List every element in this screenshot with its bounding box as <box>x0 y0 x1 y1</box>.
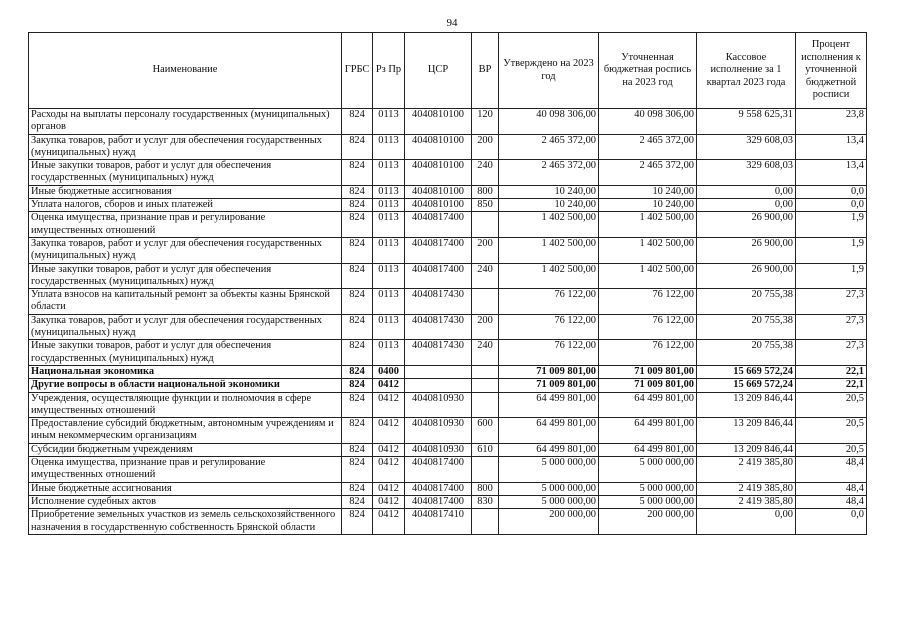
cash-cell: 13 209 846,44 <box>697 392 796 418</box>
vr-cell <box>472 392 499 418</box>
rzpr-cell: 0412 <box>373 443 405 456</box>
refined-cell: 2 465 372,00 <box>599 134 697 160</box>
grbs-cell: 824 <box>342 160 373 186</box>
grbs-cell: 824 <box>342 109 373 135</box>
rzpr-cell: 0400 <box>373 365 405 378</box>
vr-cell: 120 <box>472 109 499 135</box>
table-row <box>29 134 867 160</box>
csr-cell: 4040817400 <box>405 482 472 495</box>
cash-cell: 15 669 572,24 <box>697 379 796 392</box>
table-row <box>29 185 867 198</box>
rzpr-cell: 0113 <box>373 340 405 366</box>
cash-cell: 0,00 <box>697 185 796 198</box>
name-cell: Уплата взносов на капитальный ремонт за объекты казны Брянской области <box>29 289 342 315</box>
percent-cell: 20,5 <box>796 392 867 418</box>
approved-cell: 71 009 801,00 <box>499 379 599 392</box>
table-row <box>29 237 867 263</box>
table-row <box>29 160 867 186</box>
grbs-cell: 824 <box>342 509 373 535</box>
refined-cell: 1 402 500,00 <box>599 237 697 263</box>
header-grbs: ГРБС <box>342 33 373 109</box>
vr-cell <box>472 212 499 238</box>
name-cell: Предоставление субсидий бюджетным, автономным учреждениям и иным некоммерческим организациям <box>29 418 342 444</box>
rzpr-cell: 0113 <box>373 212 405 238</box>
approved-cell: 2 465 372,00 <box>499 134 599 160</box>
approved-cell: 2 465 372,00 <box>499 160 599 186</box>
table-row <box>29 365 867 378</box>
percent-cell: 1,9 <box>796 263 867 289</box>
approved-cell: 5 000 000,00 <box>499 457 599 483</box>
percent-cell: 48,4 <box>796 482 867 495</box>
refined-cell: 5 000 000,00 <box>599 457 697 483</box>
refined-cell: 64 499 801,00 <box>599 443 697 456</box>
cash-cell: 329 608,03 <box>697 160 796 186</box>
table-row <box>29 314 867 340</box>
percent-cell: 20,5 <box>796 418 867 444</box>
percent-cell: 23,8 <box>796 109 867 135</box>
name-cell: Другие вопросы в области национальной экономики <box>29 379 342 392</box>
refined-cell: 71 009 801,00 <box>599 379 697 392</box>
vr-cell <box>472 457 499 483</box>
vr-cell: 800 <box>472 482 499 495</box>
name-cell: Иные закупки товаров, работ и услуг для обеспечения государственных (муниципальных) нужд <box>29 263 342 289</box>
rzpr-cell: 0412 <box>373 379 405 392</box>
rzpr-cell: 0113 <box>373 314 405 340</box>
approved-cell: 40 098 306,00 <box>499 109 599 135</box>
csr-cell: 4040810930 <box>405 392 472 418</box>
table-row <box>29 289 867 315</box>
grbs-cell: 824 <box>342 365 373 378</box>
grbs-cell: 824 <box>342 289 373 315</box>
approved-cell: 200 000,00 <box>499 509 599 535</box>
percent-cell: 13,4 <box>796 160 867 186</box>
vr-cell: 200 <box>472 134 499 160</box>
table-row <box>29 263 867 289</box>
refined-cell: 1 402 500,00 <box>599 263 697 289</box>
cash-cell: 20 755,38 <box>697 289 796 315</box>
vr-cell: 200 <box>472 237 499 263</box>
table-row <box>29 509 867 535</box>
grbs-cell: 824 <box>342 185 373 198</box>
percent-cell: 22,1 <box>796 365 867 378</box>
name-cell: Иные закупки товаров, работ и услуг для обеспечения государственных (муниципальных) нужд <box>29 160 342 186</box>
percent-cell: 1,9 <box>796 212 867 238</box>
budget-execution-table <box>28 32 867 535</box>
name-cell: Субсидии бюджетным учреждениям <box>29 443 342 456</box>
refined-cell: 64 499 801,00 <box>599 392 697 418</box>
refined-cell: 71 009 801,00 <box>599 365 697 378</box>
table-row <box>29 495 867 508</box>
approved-cell: 64 499 801,00 <box>499 443 599 456</box>
percent-cell: 27,3 <box>796 340 867 366</box>
percent-cell: 27,3 <box>796 314 867 340</box>
vr-cell: 240 <box>472 340 499 366</box>
percent-cell: 48,4 <box>796 495 867 508</box>
csr-cell: 4040810930 <box>405 443 472 456</box>
csr-cell: 4040810100 <box>405 134 472 160</box>
name-cell: Национальная экономика <box>29 365 342 378</box>
rzpr-cell: 0412 <box>373 418 405 444</box>
name-cell: Закупка товаров, работ и услуг для обеспечения государственных (муниципальных) нужд <box>29 314 342 340</box>
cash-cell: 329 608,03 <box>697 134 796 160</box>
cash-cell: 26 900,00 <box>697 263 796 289</box>
refined-cell: 76 122,00 <box>599 314 697 340</box>
grbs-cell: 824 <box>342 212 373 238</box>
refined-cell: 64 499 801,00 <box>599 418 697 444</box>
rzpr-cell: 0412 <box>373 392 405 418</box>
approved-cell: 64 499 801,00 <box>499 392 599 418</box>
rzpr-cell: 0412 <box>373 482 405 495</box>
rzpr-cell: 0412 <box>373 495 405 508</box>
csr-cell: 4040817430 <box>405 340 472 366</box>
name-cell: Иные бюджетные ассигнования <box>29 185 342 198</box>
rzpr-cell: 0113 <box>373 237 405 263</box>
approved-cell: 10 240,00 <box>499 199 599 212</box>
header-csr: ЦСР <box>405 33 472 109</box>
table-row <box>29 379 867 392</box>
page-number: 94 <box>446 17 458 29</box>
rzpr-cell: 0113 <box>373 134 405 160</box>
cash-cell: 9 558 625,31 <box>697 109 796 135</box>
approved-cell: 76 122,00 <box>499 289 599 315</box>
vr-cell <box>472 509 499 535</box>
approved-cell: 1 402 500,00 <box>499 263 599 289</box>
csr-cell: 4040817410 <box>405 509 472 535</box>
percent-cell: 20,5 <box>796 443 867 456</box>
approved-cell: 71 009 801,00 <box>499 365 599 378</box>
grbs-cell: 824 <box>342 237 373 263</box>
cash-cell: 26 900,00 <box>697 237 796 263</box>
vr-cell: 200 <box>472 314 499 340</box>
vr-cell <box>472 365 499 378</box>
vr-cell: 800 <box>472 185 499 198</box>
table-row <box>29 482 867 495</box>
name-cell: Исполнение судебных актов <box>29 495 342 508</box>
vr-cell <box>472 289 499 315</box>
name-cell: Расходы на выплаты персоналу государственных (муниципальных) органов <box>29 109 342 135</box>
name-cell: Закупка товаров, работ и услуг для обеспечения государственных (муниципальных) нужд <box>29 237 342 263</box>
name-cell: Иные бюджетные ассигнования <box>29 482 342 495</box>
csr-cell: 4040817400 <box>405 212 472 238</box>
name-cell: Иные закупки товаров, работ и услуг для обеспечения государственных (муниципальных) нужд <box>29 340 342 366</box>
grbs-cell: 824 <box>342 495 373 508</box>
vr-cell <box>472 379 499 392</box>
header-cash: Кассовое исполнение за 1 квартал 2023 года <box>697 33 796 109</box>
percent-cell: 22,1 <box>796 379 867 392</box>
rzpr-cell: 0412 <box>373 509 405 535</box>
cash-cell: 15 669 572,24 <box>697 365 796 378</box>
header-approved: Утверждено на 2023 год <box>499 33 599 109</box>
csr-cell <box>405 379 472 392</box>
rzpr-cell: 0113 <box>373 185 405 198</box>
table-row <box>29 109 867 135</box>
csr-cell: 4040810100 <box>405 160 472 186</box>
percent-cell: 0,0 <box>796 185 867 198</box>
csr-cell: 4040817430 <box>405 289 472 315</box>
vr-cell: 850 <box>472 199 499 212</box>
csr-cell: 4040810100 <box>405 199 472 212</box>
grbs-cell: 824 <box>342 340 373 366</box>
approved-cell: 76 122,00 <box>499 314 599 340</box>
name-cell: Закупка товаров, работ и услуг для обеспечения государственных (муниципальных) нужд <box>29 134 342 160</box>
vr-cell: 240 <box>472 160 499 186</box>
cash-cell: 26 900,00 <box>697 212 796 238</box>
table-row <box>29 418 867 444</box>
name-cell: Учреждения, осуществляющие функции и полномочия в сфере имущественных отношений <box>29 392 342 418</box>
refined-cell: 5 000 000,00 <box>599 495 697 508</box>
cash-cell: 0,00 <box>697 509 796 535</box>
rzpr-cell: 0113 <box>373 160 405 186</box>
refined-cell: 200 000,00 <box>599 509 697 535</box>
grbs-cell: 824 <box>342 418 373 444</box>
refined-cell: 76 122,00 <box>599 289 697 315</box>
table-row <box>29 212 867 238</box>
refined-cell: 1 402 500,00 <box>599 212 697 238</box>
rzpr-cell: 0113 <box>373 109 405 135</box>
table-body <box>29 109 867 535</box>
refined-cell: 76 122,00 <box>599 340 697 366</box>
percent-cell: 48,4 <box>796 457 867 483</box>
grbs-cell: 824 <box>342 263 373 289</box>
table-row <box>29 457 867 483</box>
approved-cell: 1 402 500,00 <box>499 237 599 263</box>
header-vr: ВР <box>472 33 499 109</box>
percent-cell: 0,0 <box>796 199 867 212</box>
refined-cell: 5 000 000,00 <box>599 482 697 495</box>
refined-cell: 2 465 372,00 <box>599 160 697 186</box>
header-refined: Уточненная бюджетная роспись на 2023 год <box>599 33 697 109</box>
grbs-cell: 824 <box>342 314 373 340</box>
cash-cell: 13 209 846,44 <box>697 443 796 456</box>
percent-cell: 1,9 <box>796 237 867 263</box>
cash-cell: 0,00 <box>697 199 796 212</box>
grbs-cell: 824 <box>342 379 373 392</box>
table-row <box>29 199 867 212</box>
rzpr-cell: 0113 <box>373 199 405 212</box>
grbs-cell: 824 <box>342 457 373 483</box>
cash-cell: 20 755,38 <box>697 340 796 366</box>
rzpr-cell: 0113 <box>373 289 405 315</box>
rzpr-cell: 0113 <box>373 263 405 289</box>
table-row <box>29 392 867 418</box>
name-cell: Приобретение земельных участков из земель сельскохозяйственного назначения в государственную собственность Брянской области <box>29 509 342 535</box>
csr-cell: 4040817430 <box>405 314 472 340</box>
refined-cell: 40 098 306,00 <box>599 109 697 135</box>
percent-cell: 27,3 <box>796 289 867 315</box>
approved-cell: 76 122,00 <box>499 340 599 366</box>
csr-cell: 4040817400 <box>405 457 472 483</box>
csr-cell: 4040810100 <box>405 185 472 198</box>
grbs-cell: 824 <box>342 134 373 160</box>
csr-cell: 4040817400 <box>405 237 472 263</box>
cash-cell: 2 419 385,80 <box>697 457 796 483</box>
table-row <box>29 340 867 366</box>
cash-cell: 13 209 846,44 <box>697 418 796 444</box>
approved-cell: 5 000 000,00 <box>499 495 599 508</box>
vr-cell: 600 <box>472 418 499 444</box>
table-row <box>29 443 867 456</box>
refined-cell: 10 240,00 <box>599 199 697 212</box>
refined-cell: 10 240,00 <box>599 185 697 198</box>
grbs-cell: 824 <box>342 443 373 456</box>
vr-cell: 240 <box>472 263 499 289</box>
grbs-cell: 824 <box>342 199 373 212</box>
name-cell: Оценка имущества, признание прав и регулирование имущественных отношений <box>29 212 342 238</box>
csr-cell: 4040810930 <box>405 418 472 444</box>
vr-cell: 830 <box>472 495 499 508</box>
percent-cell: 13,4 <box>796 134 867 160</box>
header-name: Наименование <box>29 33 342 109</box>
csr-cell: 4040817400 <box>405 495 472 508</box>
vr-cell: 610 <box>472 443 499 456</box>
cash-cell: 2 419 385,80 <box>697 495 796 508</box>
approved-cell: 10 240,00 <box>499 185 599 198</box>
cash-cell: 20 755,38 <box>697 314 796 340</box>
csr-cell: 4040817400 <box>405 263 472 289</box>
name-cell: Уплата налогов, сборов и иных платежей <box>29 199 342 212</box>
csr-cell <box>405 365 472 378</box>
approved-cell: 5 000 000,00 <box>499 482 599 495</box>
approved-cell: 64 499 801,00 <box>499 418 599 444</box>
cash-cell: 2 419 385,80 <box>697 482 796 495</box>
name-cell: Оценка имущества, признание прав и регулирование имущественных отношений <box>29 457 342 483</box>
approved-cell: 1 402 500,00 <box>499 212 599 238</box>
rzpr-cell: 0412 <box>373 457 405 483</box>
csr-cell: 4040810100 <box>405 109 472 135</box>
grbs-cell: 824 <box>342 392 373 418</box>
grbs-cell: 824 <box>342 482 373 495</box>
table-header-row <box>29 33 867 109</box>
header-percent: Процент исполнения к уточненной бюджетной росписи <box>796 33 867 109</box>
percent-cell: 0,0 <box>796 509 867 535</box>
header-rzpr: Рз Пр <box>373 33 405 109</box>
